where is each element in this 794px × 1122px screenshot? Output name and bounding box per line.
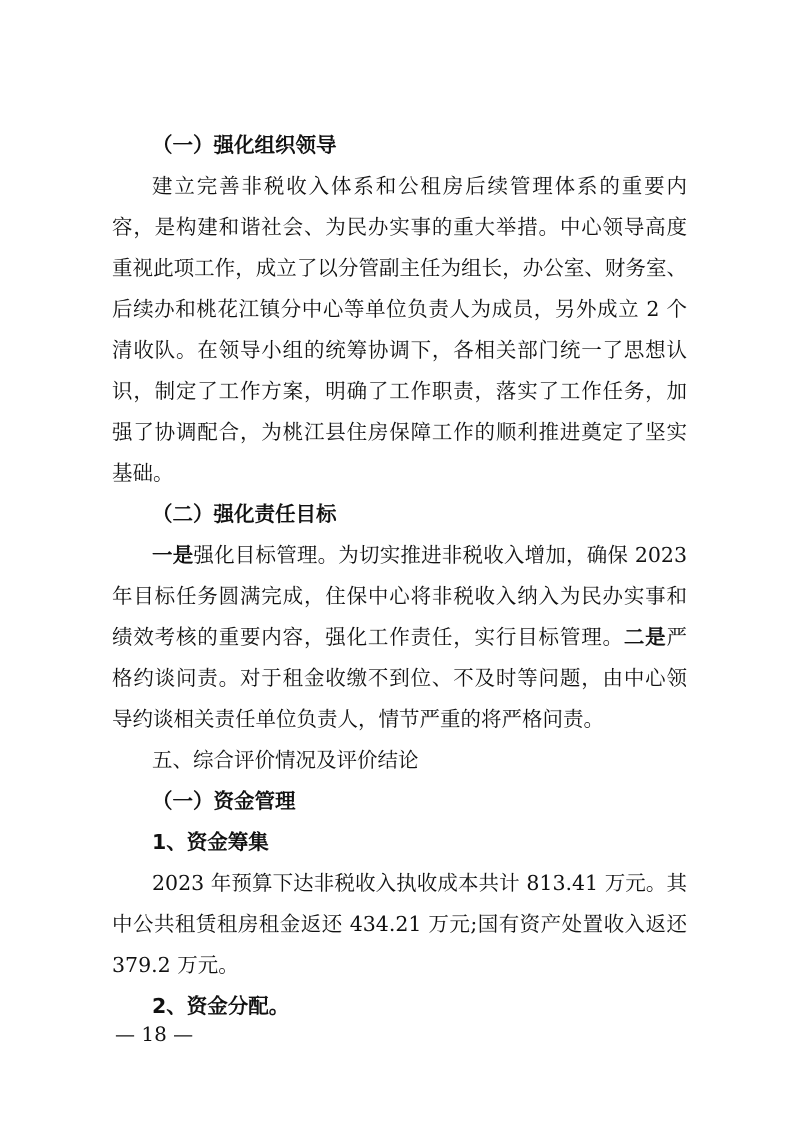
paragraph-line: 379.2 万元。 bbox=[112, 953, 239, 977]
paragraph-line: 2023 年预算下达非税收入执收成本共计 813.41 万元。其 bbox=[152, 871, 687, 895]
paragraph-line bbox=[112, 622, 687, 652]
subsection-heading-fund-raising: 1、资金筹集 bbox=[152, 830, 269, 854]
paragraph-line: 基础。 bbox=[112, 461, 174, 485]
emphasis-second: 二是 bbox=[623, 625, 667, 649]
paragraph-line: 容，是构建和谐社会、为民办实事的重大举措。中心领导高度 bbox=[112, 215, 687, 239]
paragraph-text: 严 bbox=[666, 625, 688, 649]
paragraph-line: 清收队。在领导小组的统筹协调下，各相关部门统一了思想认 bbox=[112, 338, 687, 362]
chapter-heading-evaluation: 五、综合评价情况及评价结论 bbox=[152, 748, 419, 772]
paragraph-line bbox=[152, 540, 687, 570]
paragraph-line: 建立完善非税收入体系和公租房后续管理体系的重要内 bbox=[152, 174, 687, 198]
paragraph-line: 中公共租赁租房租金返还 434.21 万元;国有资产处置收入返还 bbox=[112, 912, 687, 936]
page-number: — 18 — bbox=[115, 1022, 194, 1046]
paragraph-line: 格约谈问责。对于租金收缴不到位、不及时等问题，由中心领 bbox=[112, 666, 687, 690]
paragraph-line: 识，制定了工作方案，明确了工作职责，落实了工作任务，加 bbox=[112, 379, 687, 403]
paragraph-line: 导约谈相关责任单位负责人，情节严重的将严格问责。 bbox=[112, 707, 604, 731]
section-heading-fund-management: （一）资金管理 bbox=[152, 789, 296, 813]
emphasis-first: 一是 bbox=[152, 543, 194, 567]
section-heading-strengthen-organization: （一）强化组织领导 bbox=[152, 133, 337, 157]
paragraph-line: 后续办和桃花江镇分中心等单位负责人为成员，另外成立 2 个 bbox=[112, 297, 687, 321]
paragraph-line: 年目标任务圆满完成，住保中心将非税收入纳入为民办实事和 bbox=[112, 584, 687, 608]
paragraph-line: 重视此项工作，成立了以分管副主任为组长，办公室、财务室、 bbox=[112, 256, 687, 280]
paragraph-text: 绩效考核的重要内容，强化工作责任，实行目标管理。 bbox=[112, 625, 624, 649]
paragraph-text: 强化目标管理。为切实推进非税收入增加，确保 2023 bbox=[193, 543, 688, 567]
paragraph-line: 强了协调配合，为桃江县住房保障工作的顺利推进奠定了坚实 bbox=[112, 420, 687, 444]
section-heading-strengthen-responsibility: （二）强化责任目标 bbox=[152, 502, 337, 526]
subsection-heading-fund-allocation: 2、资金分配。 bbox=[152, 994, 290, 1018]
